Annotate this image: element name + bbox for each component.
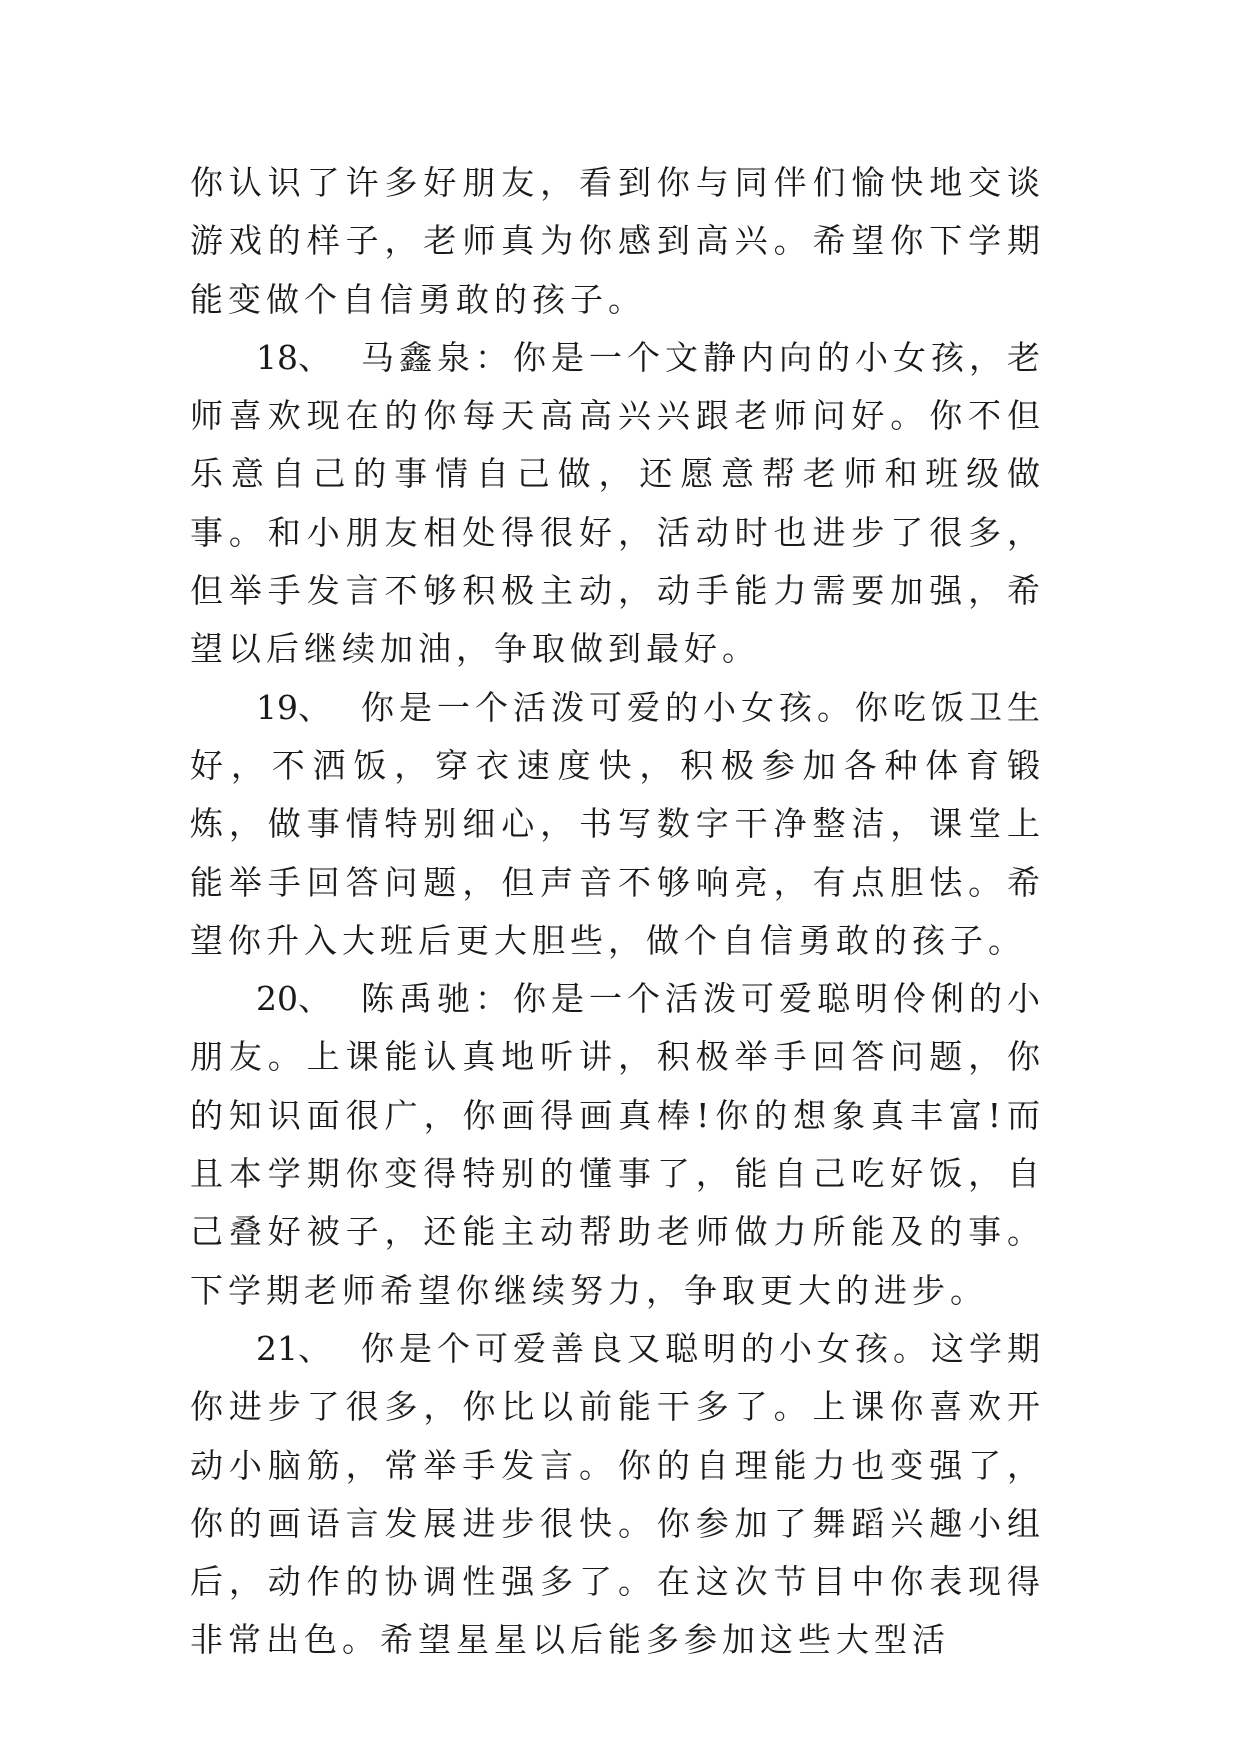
paragraph-20 (190, 970, 1045, 1320)
paragraph-text: 马鑫泉：你是一个文静内向的小女孩，老师喜欢现在的你每天高高兴兴跟老师问好。你不但乐意自己的事情自己做，还愿意帮老师和班级做事。和小朋友相处得很好，活动时也进步了很多，但举手发言不够积极主动，动手能力需要加强，希望以后继续加油，争取做到最好。 (190, 337, 1045, 669)
paragraph-number: 18、 (256, 337, 331, 377)
paragraph-18 (190, 329, 1045, 679)
paragraph-number: 21、 (256, 1328, 331, 1368)
paragraph-number: 20、 (256, 979, 331, 1019)
paragraph-21 (190, 1320, 1045, 1670)
paragraph-text: 陈禹驰：你是一个活泼可爱聪明伶俐的小朋友。上课能认真地听讲，积极举手回答问题，你的知识面很广，你画得画真棒!你的想象真丰富!而且本学期你变得特别的懂事了，能自己吃好饭，自己叠好被子，还能主动帮助老师做力所能及的事。下学期老师希望你继续努力，争取更大的进步。 (190, 979, 1045, 1310)
paragraph-19 (190, 679, 1045, 970)
paragraph-text: 你是个可爱善良又聪明的小女孩。这学期你进步了很多，你比以前能干多了。上课你喜欢开动小脑筋，常举手发言。你的自理能力也变强了，你的画语言发展进步很快。你参加了舞蹈兴趣小组后，动作的协调性强多了。在这次节目中你表现得非常出色。希望星星以后能多参加这些大型活 (190, 1328, 1045, 1660)
document-body (190, 154, 1045, 1670)
paragraph-text: 你是一个活泼可爱的小女孩。你吃饭卫生好，不洒饭，穿衣速度快，积极参加各种体育锻炼，做事情特别细心，书写数字干净整洁，课堂上能举手回答问题，但声音不够响亮，有点胆怯。希望你升入大班后更大胆些，做个自信勇敢的孩子。 (190, 687, 1045, 960)
paragraph-17-continuation: 你认识了许多好朋友，看到你与同伴们愉快地交谈游戏的样子，老师真为你感到高兴。希望你下学期能变做个自信勇敢的孩子。 (190, 163, 1045, 319)
paragraph-number: 19、 (256, 687, 331, 727)
